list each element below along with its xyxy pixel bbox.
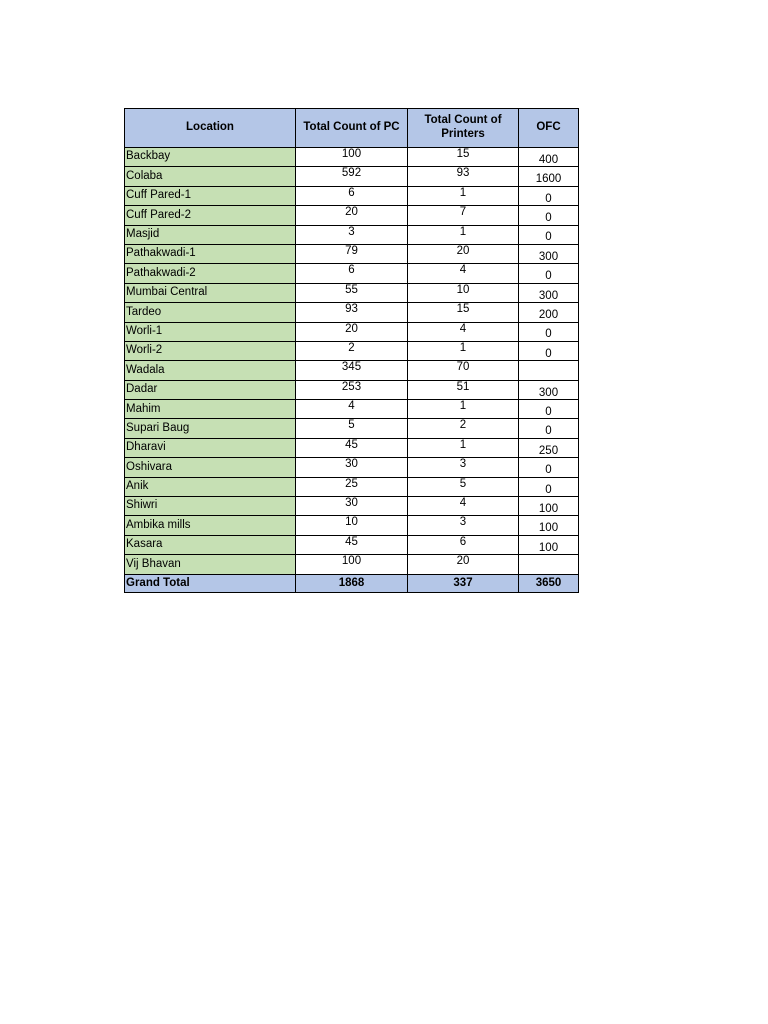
printer-count-cell: 15 xyxy=(408,303,519,322)
grand-total-row xyxy=(125,574,579,592)
table-row xyxy=(125,516,579,535)
pc-count-cell: 4 xyxy=(296,400,408,419)
location-cell: Oshivara xyxy=(125,458,296,477)
table-row xyxy=(125,400,579,419)
table-row xyxy=(125,264,579,283)
location-cell: Ambika mills xyxy=(125,516,296,535)
pc-count-cell: 55 xyxy=(296,283,408,302)
printer-count-cell: 3 xyxy=(408,458,519,477)
table-row xyxy=(125,419,579,438)
location-cell: Worli-2 xyxy=(125,341,296,360)
ofc-cell: 100 xyxy=(519,516,579,535)
grand-total-ofc: 3650 xyxy=(519,574,579,592)
pc-count-cell: 5 xyxy=(296,419,408,438)
ofc-cell: 250 xyxy=(519,438,579,457)
table-row xyxy=(125,225,579,244)
printer-count-cell: 5 xyxy=(408,477,519,496)
pc-count-cell: 10 xyxy=(296,516,408,535)
pc-count-cell: 345 xyxy=(296,361,408,380)
location-cell: Mumbai Central xyxy=(125,283,296,302)
pc-count-cell: 6 xyxy=(296,264,408,283)
printer-count-cell: 2 xyxy=(408,419,519,438)
table-body xyxy=(125,148,579,575)
location-cell: Masjid xyxy=(125,225,296,244)
printer-count-cell: 6 xyxy=(408,535,519,554)
location-cell: Wadala xyxy=(125,361,296,380)
table-row xyxy=(125,497,579,516)
pc-count-cell: 45 xyxy=(296,438,408,457)
header-row xyxy=(125,109,579,148)
printer-count-cell: 1 xyxy=(408,341,519,360)
pc-count-cell: 93 xyxy=(296,303,408,322)
table-row xyxy=(125,186,579,205)
table-row xyxy=(125,167,579,186)
ofc-cell: 300 xyxy=(519,380,579,399)
printer-count-cell: 20 xyxy=(408,555,519,574)
ofc-cell: 1600 xyxy=(519,167,579,186)
printer-count-cell: 1 xyxy=(408,438,519,457)
pc-count-cell: 592 xyxy=(296,167,408,186)
ofc-cell: 0 xyxy=(519,419,579,438)
location-cell: Vij Bhavan xyxy=(125,555,296,574)
printer-count-cell: 10 xyxy=(408,283,519,302)
table-row xyxy=(125,341,579,360)
printer-count-cell: 4 xyxy=(408,264,519,283)
table-row xyxy=(125,555,579,574)
ofc-cell xyxy=(519,555,579,574)
pc-count-cell: 20 xyxy=(296,322,408,341)
ofc-cell: 0 xyxy=(519,264,579,283)
location-cell: Mahim xyxy=(125,400,296,419)
table-row xyxy=(125,283,579,302)
ofc-cell: 0 xyxy=(519,400,579,419)
header-ofc: OFC xyxy=(519,109,579,148)
ofc-cell: 0 xyxy=(519,225,579,244)
ofc-cell: 0 xyxy=(519,477,579,496)
grand-total-pc: 1868 xyxy=(296,574,408,592)
table-row xyxy=(125,438,579,457)
location-cell: Backbay xyxy=(125,148,296,167)
pc-count-cell: 100 xyxy=(296,555,408,574)
location-cell: Shiwri xyxy=(125,497,296,516)
location-cell: Dadar xyxy=(125,380,296,399)
printer-count-cell: 4 xyxy=(408,497,519,516)
location-cell: Anik xyxy=(125,477,296,496)
table-row xyxy=(125,322,579,341)
table-row xyxy=(125,148,579,167)
pc-count-cell: 25 xyxy=(296,477,408,496)
ofc-cell: 0 xyxy=(519,341,579,360)
pc-count-cell: 30 xyxy=(296,497,408,516)
ofc-cell: 0 xyxy=(519,322,579,341)
pc-count-cell: 253 xyxy=(296,380,408,399)
header-location: Location xyxy=(125,109,296,148)
table-row xyxy=(125,303,579,322)
grand-total-printers: 337 xyxy=(408,574,519,592)
printer-count-cell: 70 xyxy=(408,361,519,380)
pc-count-cell: 20 xyxy=(296,206,408,225)
printer-count-cell: 4 xyxy=(408,322,519,341)
table-row xyxy=(125,380,579,399)
pc-count-cell: 45 xyxy=(296,535,408,554)
printer-count-cell: 1 xyxy=(408,186,519,205)
printer-count-cell: 1 xyxy=(408,225,519,244)
printer-count-cell: 93 xyxy=(408,167,519,186)
table-row xyxy=(125,244,579,263)
location-cell: Cuff Pared-2 xyxy=(125,206,296,225)
printer-count-cell: 20 xyxy=(408,244,519,263)
table-row xyxy=(125,458,579,477)
printer-count-cell: 3 xyxy=(408,516,519,535)
location-cell: Dharavi xyxy=(125,438,296,457)
ofc-cell: 0 xyxy=(519,206,579,225)
table-row xyxy=(125,535,579,554)
location-cell: Pathakwadi-1 xyxy=(125,244,296,263)
table-row xyxy=(125,206,579,225)
printer-count-cell: 1 xyxy=(408,400,519,419)
ofc-cell: 100 xyxy=(519,535,579,554)
ofc-cell: 400 xyxy=(519,148,579,167)
printer-count-cell: 7 xyxy=(408,206,519,225)
ofc-cell: 300 xyxy=(519,244,579,263)
ofc-cell: 100 xyxy=(519,497,579,516)
header-total-pc: Total Count of PC xyxy=(296,109,408,148)
ofc-cell: 200 xyxy=(519,303,579,322)
location-summary-table xyxy=(124,108,579,593)
location-cell: Worli-1 xyxy=(125,322,296,341)
table-row xyxy=(125,477,579,496)
pc-count-cell: 2 xyxy=(296,341,408,360)
location-cell: Cuff Pared-1 xyxy=(125,186,296,205)
location-cell: Pathakwadi-2 xyxy=(125,264,296,283)
pc-count-cell: 6 xyxy=(296,186,408,205)
pc-count-cell: 79 xyxy=(296,244,408,263)
header-total-printers: Total Count of Printers xyxy=(408,109,519,148)
location-cell: Kasara xyxy=(125,535,296,554)
pc-count-cell: 3 xyxy=(296,225,408,244)
location-cell: Tardeo xyxy=(125,303,296,322)
printer-count-cell: 15 xyxy=(408,148,519,167)
location-cell: Supari Baug xyxy=(125,419,296,438)
pc-count-cell: 30 xyxy=(296,458,408,477)
ofc-cell: 300 xyxy=(519,283,579,302)
table-row xyxy=(125,361,579,380)
printer-count-cell: 51 xyxy=(408,380,519,399)
ofc-cell: 0 xyxy=(519,458,579,477)
ofc-cell: 0 xyxy=(519,186,579,205)
pc-count-cell: 100 xyxy=(296,148,408,167)
grand-total-label: Grand Total xyxy=(125,574,296,592)
ofc-cell xyxy=(519,361,579,380)
location-cell: Colaba xyxy=(125,167,296,186)
